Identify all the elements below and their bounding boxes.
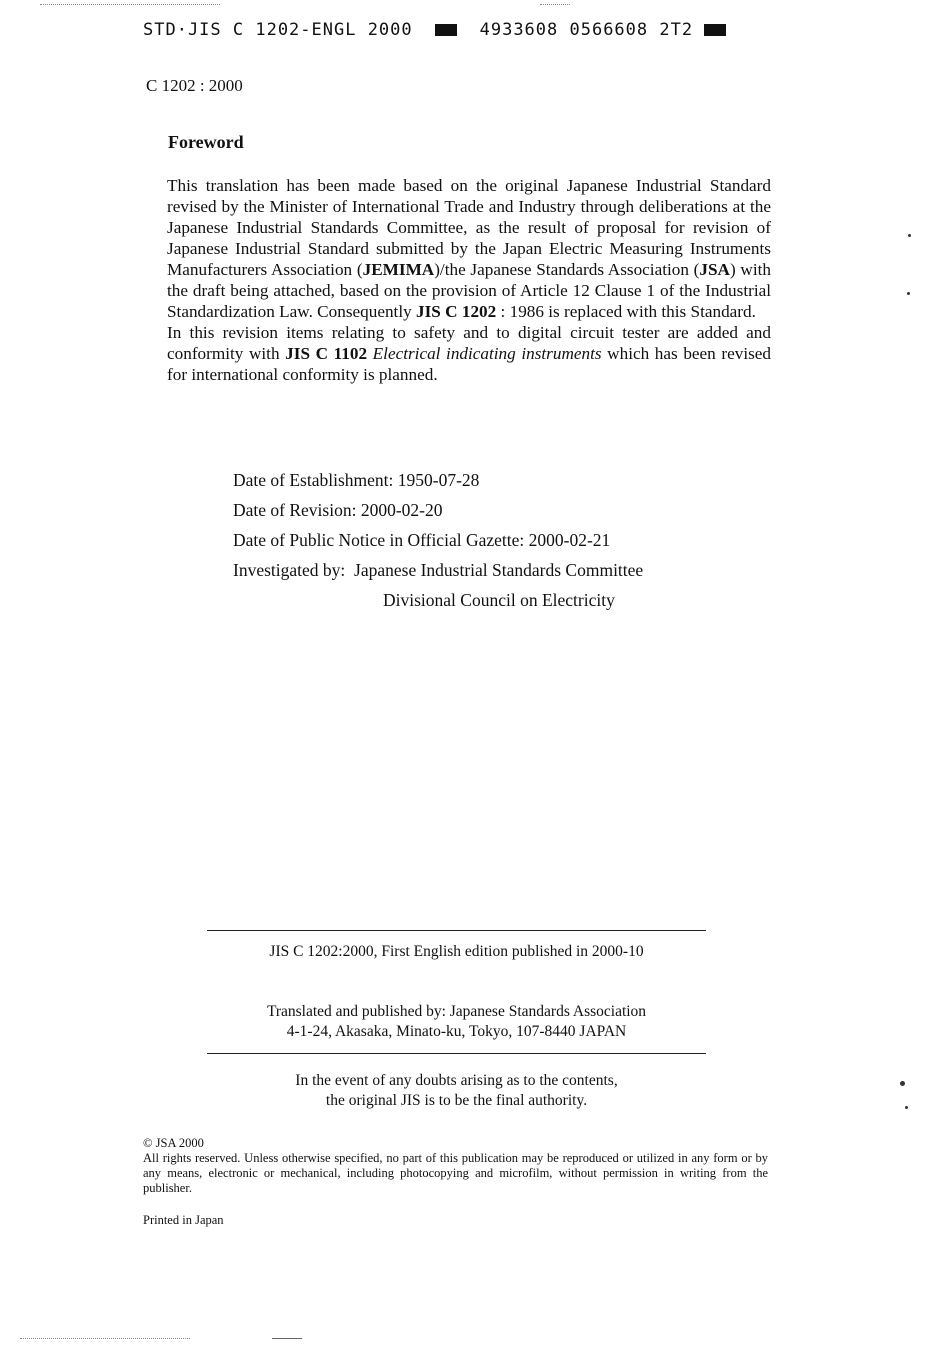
rule-top xyxy=(207,930,706,931)
redacted-block xyxy=(435,24,457,36)
date-revision: Date of Revision: 2000-02-20 xyxy=(233,500,443,520)
edition-line: JIS C 1202:2000, First English edition published in 2000-10 xyxy=(269,943,644,960)
divisional-council: Divisional Council on Electricity xyxy=(383,590,615,610)
jemima-abbrev: JEMIMA xyxy=(362,260,435,279)
scan-edge-top-right xyxy=(540,4,570,5)
published-by: Translated and published by: Japanese Standards Association xyxy=(266,1003,647,1020)
authority-line-2: the original JIS is to be the final authority. xyxy=(325,1092,588,1109)
dates-block xyxy=(233,465,643,615)
scan-speck xyxy=(908,234,911,237)
stamp-catalog-number: 4933608 0566608 2T2 xyxy=(479,20,694,40)
scan-speck xyxy=(900,1081,905,1086)
publisher-address: 4-1-24, Akasaka, Minato-ku, Tokyo, 107-8440 JAPAN xyxy=(286,1023,627,1040)
foreword-body xyxy=(167,175,771,385)
scan-edge-bottom-left xyxy=(20,1338,190,1339)
stamp-standard-id: STD·JIS C 1202-ENGL 2000 xyxy=(143,20,413,40)
document-number: C 1202 : 2000 xyxy=(146,76,243,95)
foreword-paragraph-1: This translation has been made based on the original Japanese Industrial Standard revised by the Minister of International Trade and Industry through deliberations at the Japanese Industrial Standards Committee, as the result of proposal for revision of Japanese Industrial Standard submitted by the Japan Electric Measuring Instruments Manufacturers Association (JEMIMA)/the Japanese Standards Association (JSA) with the draft being attached, based on the provision of Article 12 Clause 1 of the Industrial Standardization Law. Consequently JIS C 1202 : 1986 is replaced with this Standard. xyxy=(167,176,771,321)
date-establishment: Date of Establishment: 1950-07-28 xyxy=(233,470,480,490)
standard-reference: JIS C 1202 xyxy=(416,302,497,321)
printed-in: Printed in Japan xyxy=(143,1213,224,1227)
date-public-notice: Date of Public Notice in Official Gazette: 2000-02-21 xyxy=(233,530,611,550)
scan-speck xyxy=(905,1106,908,1109)
authority-line-1: In the event of any doubts arising as to the contents, xyxy=(295,1072,618,1089)
jsa-abbrev: JSA xyxy=(699,260,730,279)
scan-edge-top-left xyxy=(40,4,220,5)
redacted-block xyxy=(704,24,726,36)
foreword-paragraph-2: In this revision items relating to safety and to digital circuit tester are added and conformity with JIS C 1102 Electrical indicating instruments which has been revised for international conformity is planned. xyxy=(167,323,772,384)
copyright-block xyxy=(143,1136,768,1196)
standard-title: Electrical indicating instruments xyxy=(372,344,602,363)
foreword-heading: Foreword xyxy=(168,132,244,152)
scan-speck xyxy=(907,292,910,295)
investigated-by: Investigated by: Japanese Industrial Standards Committee xyxy=(233,560,644,580)
copyright-text: All rights reserved. Unless otherwise specified, no part of this publication may be reproduced or utilized in any form or by any means, electronic or mechanical, including photocopying and microfilm, without permission in writing from the publisher. xyxy=(143,1151,768,1195)
scan-edge-bottom-mid xyxy=(272,1338,302,1339)
document-stamp-header xyxy=(143,20,726,40)
copyright-mark: © JSA 2000 xyxy=(143,1136,204,1150)
rule-bottom xyxy=(207,1053,706,1054)
standard-reference: JIS C 1102 xyxy=(285,344,368,363)
